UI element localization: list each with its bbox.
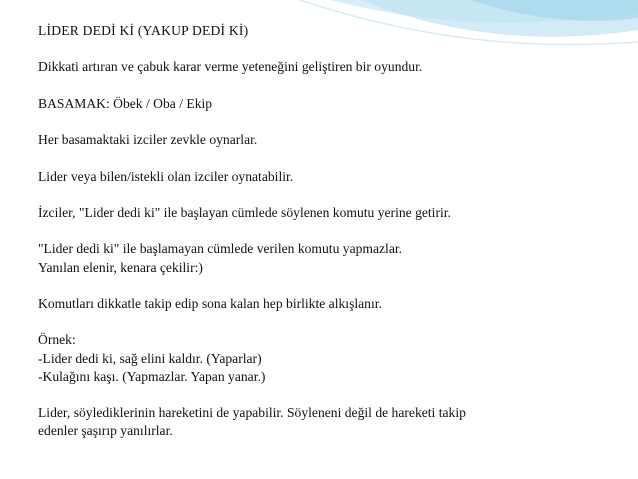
paragraph-line: Yanılan elenir, kenara çekilir:) (38, 259, 203, 275)
paragraph (38, 204, 618, 222)
paragraph-line: "Lider dedi ki" ile başlamayan cümlede verilen komutu yapmazlar. (38, 241, 403, 257)
paragraph-line: Komutları dikkatle takip edip sona kalan hep birlikte alkışlanır. (38, 295, 382, 311)
paragraph-line: BASAMAK: Öbek / Oba / Ekip (38, 95, 213, 111)
paragraph-line: Lider, söylediklerinin hareketini de yapabilir. Söyleneni değil de hareketi takip (38, 405, 466, 421)
paragraph (38, 295, 618, 313)
slide-title: LİDER DEDİ Kİ (YAKUP DEDİ Kİ) (38, 23, 249, 38)
paragraph (38, 58, 618, 76)
paragraph-line: İzciler, "Lider dedi ki" ile başlayan cümlede söylenen komutu yerine getirir. (38, 204, 451, 220)
paragraph-line: Örnek: (38, 332, 76, 348)
paragraph-line: Lider veya bilen/istekli olan izciler oynatabilir. (38, 168, 294, 184)
paragraph-line: Dikkati artıran ve çabuk karar verme yeteneğini geliştiren bir oyundur. (38, 59, 423, 75)
paragraph (38, 404, 618, 440)
paragraph-list (38, 58, 618, 440)
paragraph-line: -Kulağını kaşı. (Yapmazlar. Yapan yanar.) (38, 368, 266, 384)
paragraph-line: Her basamaktaki izciler zevkle oynarlar. (38, 132, 258, 148)
slide-body (38, 22, 618, 459)
paragraph-line: -Lider dedi ki, sağ elini kaldır. (Yaparlar) (38, 350, 262, 366)
paragraph (38, 95, 618, 113)
paragraph-line: edenler şaşırıp yanılırlar. (38, 423, 173, 439)
paragraph (38, 331, 618, 386)
paragraph (38, 168, 618, 186)
paragraph (38, 131, 618, 149)
paragraph (38, 240, 618, 276)
